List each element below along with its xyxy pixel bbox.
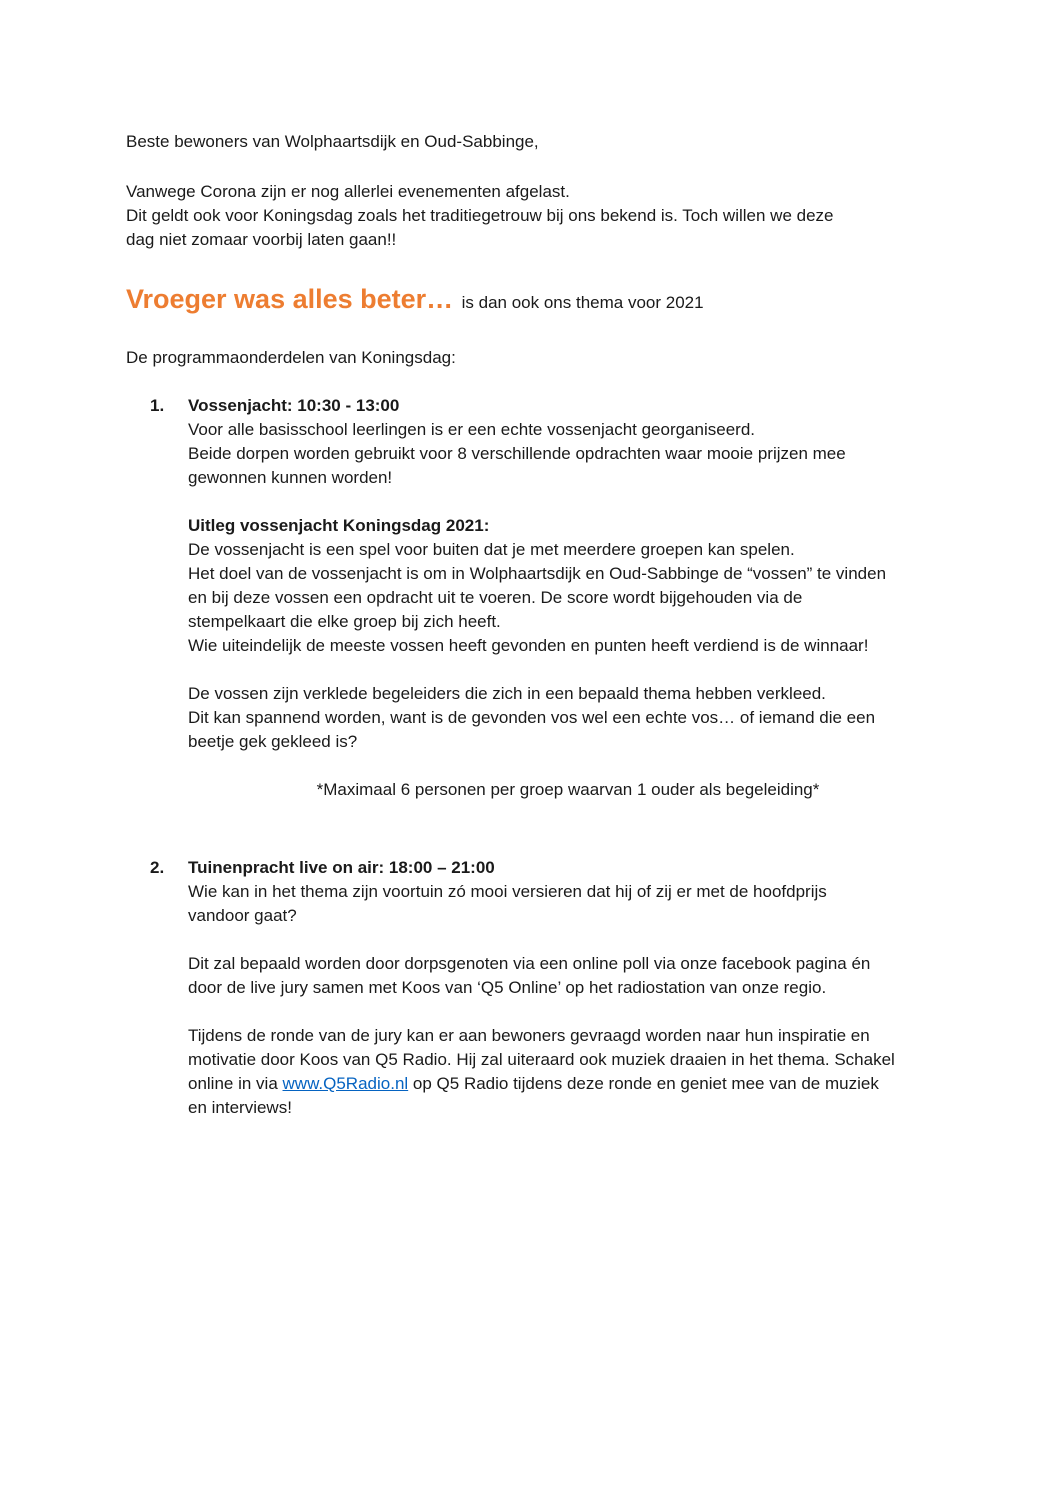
item-body — [188, 856, 948, 1120]
paragraph-line: gewonnen kunnen worden! — [188, 468, 393, 487]
intro-line: dag niet zomaar voorbij laten gaan!! — [126, 230, 397, 249]
intro-line: Vanwege Corona zijn er nog allerlei evenementen afgelast. — [126, 182, 570, 201]
greeting: Beste bewoners van Wolphaartsdijk en Oud-Sabbinge, — [126, 132, 539, 151]
paragraph-line: Tijdens de ronde van de jury kan er aan bewoners gevraagd worden naar hun inspiratie en — [188, 1026, 870, 1045]
paragraph-line: stempelkaart die elke groep bij zich heeft. — [188, 612, 501, 631]
paragraph-line: Wie uiteindelijk de meeste vossen heeft gevonden en punten heeft verdiend is de winnaar! — [188, 636, 869, 655]
item-heading: Tuinenpracht live on air: 18:00 – 21:00 — [188, 858, 495, 877]
paragraph-line: motivatie door Koos van Q5 Radio. Hij zal uiteraard ook muziek draaien in het thema. Schakel — [188, 1050, 895, 1069]
q5radio-link[interactable]: www.Q5Radio.nl — [282, 1074, 409, 1093]
paragraph-line: Beide dorpen worden gebruikt voor 8 verschillende opdrachten waar mooie prijzen mee — [188, 444, 846, 463]
item-number: 1. — [150, 396, 165, 415]
paragraph-line: Dit zal bepaald worden door dorpsgenoten via een online poll via onze facebook pagina én — [188, 954, 871, 973]
item-subheading: Uitleg vossenjacht Koningsdag 2021: — [188, 516, 490, 535]
paragraph-line: vandoor gaat? — [188, 906, 297, 925]
paragraph-line — [188, 1072, 948, 1096]
paragraph-line: door de live jury samen met Koos van ‘Q5 Online’ op het radiostation van onze regio. — [188, 978, 827, 997]
theme-title: Vroeger was alles beter… — [126, 284, 454, 314]
paragraph-text: op Q5 Radio tijdens deze ronde en geniet mee van de muziek — [408, 1074, 879, 1093]
item-body — [188, 394, 948, 802]
theme-heading — [126, 284, 704, 315]
program-intro: De programmaonderdelen van Koningsdag: — [126, 348, 456, 367]
paragraph-line: beetje gek gekleed is? — [188, 732, 358, 751]
intro-paragraph — [126, 180, 834, 252]
paragraph-line: De vossen zijn verklede begeleiders die zich in een bepaald thema hebben verkleed. — [188, 684, 826, 703]
paragraph-line: en bij deze vossen een opdracht uit te voeren. De score wordt bijgehouden via de — [188, 588, 803, 607]
intro-line: Dit geldt ook voor Koningsdag zoals het traditiegetrouw bij ons bekend is. Toch willen we deze — [126, 206, 834, 225]
paragraph-text: online in via — [188, 1074, 283, 1093]
paragraph-line: en interviews! — [188, 1098, 292, 1117]
item-heading: Vossenjacht: 10:30 - 13:00 — [188, 396, 400, 415]
paragraph-line: Het doel van de vossenjacht is om in Wolphaartsdijk en Oud-Sabbinge de “vossen” te vinden — [188, 564, 887, 583]
paragraph-line: Dit kan spannend worden, want is de gevonden vos wel een echte vos… of iemand die een — [188, 708, 876, 727]
group-size-note: *Maximaal 6 personen per groep waarvan 1 ouder als begeleiding* — [316, 780, 820, 799]
paragraph-line: Voor alle basisschool leerlingen is er een echte vossenjacht georganiseerd. — [188, 420, 756, 439]
theme-subtitle: is dan ook ons thema voor 2021 — [461, 293, 704, 312]
paragraph-line: De vossenjacht is een spel voor buiten dat je met meerdere groepen kan spelen. — [188, 540, 795, 559]
paragraph-line: Wie kan in het thema zijn voortuin zó mooi versieren dat hij of zij er met de hoofdprijs — [188, 882, 827, 901]
item-number: 2. — [150, 858, 165, 877]
